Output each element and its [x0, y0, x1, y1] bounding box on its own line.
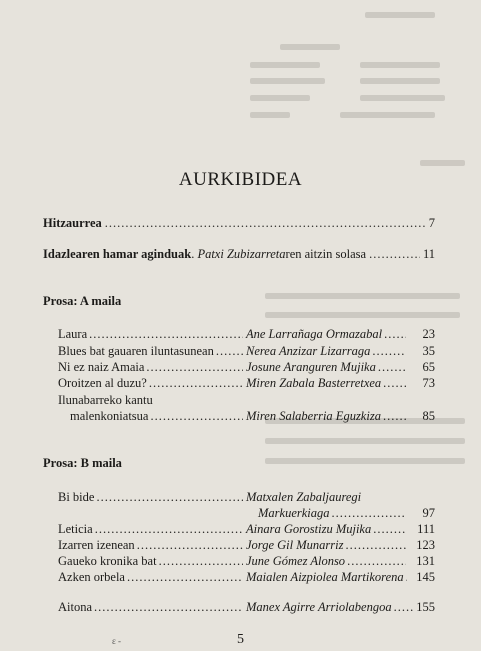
dot-leader [216, 344, 243, 359]
dot-leader [127, 570, 243, 585]
toc-entry-author-line1 [58, 490, 435, 506]
entry-page: 35 [422, 344, 435, 358]
entry-author: June Gómez Alonso [246, 554, 346, 568]
entry-author: Miren Salaberria Eguzkiza [246, 409, 381, 423]
entry-title: Blues bat gauaren iluntasunean [58, 344, 214, 358]
toc-entry [58, 554, 435, 570]
entry-author: Maialen Aizpiolea Martikorena [246, 570, 404, 584]
entry-page: 65 [422, 360, 435, 374]
entry-author: Josune Aranguren Mujika [246, 360, 376, 374]
section-heading-b: Prosa: B maila [43, 456, 122, 470]
dot-leader [369, 247, 420, 262]
dot-leader [383, 409, 406, 424]
entry-author: Jorge Gil Munarriz [246, 538, 344, 552]
dot-leader [378, 360, 406, 375]
entry-author: Nerea Anzizar Lizarraga [246, 344, 371, 358]
entry-title: Gaueko kronika bat [58, 554, 157, 568]
dot-leader [96, 490, 243, 505]
dot-leader [89, 327, 243, 342]
entry-page: 123 [416, 538, 435, 552]
entry-page: 145 [416, 570, 435, 584]
dot-leader [94, 600, 243, 615]
stray-pen-mark: ɛ - [112, 636, 122, 646]
entry-title: Ilunabarreko kantu [58, 393, 153, 407]
dot-leader [150, 409, 243, 424]
entry-title: Idazlearen hamar aginduak [43, 247, 192, 261]
dot-leader [372, 344, 406, 359]
entry-title: Izarren izenean [58, 538, 135, 552]
entry-author: Miren Zabala Basterretxea [246, 376, 382, 390]
dot-leader [384, 327, 406, 342]
entry-title: Ni ez naiz Amaia [58, 360, 145, 374]
toc-entry [58, 376, 435, 392]
entry-author: Patxi Zubizarreta [197, 247, 286, 261]
dot-leader [146, 360, 243, 375]
entry-separator: . [191, 247, 198, 261]
toc-entry-title-line1 [58, 393, 435, 409]
toc-entry [58, 570, 435, 586]
dot-leader [332, 506, 406, 521]
toc-entry [58, 522, 435, 538]
toc-entry [58, 538, 435, 554]
entry-title: Azken orbela [58, 570, 125, 584]
toc-entry [58, 344, 435, 360]
section-heading-a: Prosa: A maila [43, 294, 122, 308]
entry-title: Bi bide [58, 490, 95, 504]
toc-entry [58, 327, 435, 343]
toc-entry [58, 360, 435, 376]
entry-page: 23 [422, 327, 435, 341]
entry-author: Manex Agirre Arriolabengoa [246, 600, 392, 614]
entry-page: 11 [422, 247, 435, 261]
entry-title: Hitzaurrea [43, 216, 102, 230]
dot-leader [347, 554, 406, 569]
entry-title-suffix: ren aitzin solasa [285, 247, 367, 261]
dot-leader [345, 538, 406, 553]
toc-entry-rules [43, 247, 435, 262]
entry-title: Leticia [58, 522, 93, 536]
dot-leader [105, 216, 426, 231]
dot-leader [159, 554, 243, 569]
entry-page: 73 [422, 376, 435, 390]
toc-entry-intro [43, 216, 435, 231]
entry-author: Ainara Gorostizu Mujika [246, 522, 372, 536]
entry-author: Matxalen Zabaljauregi [246, 490, 362, 504]
dot-leader [394, 600, 414, 615]
page-number: 5 [237, 632, 244, 647]
entry-title: Laura [58, 327, 88, 341]
entry-page: 85 [422, 409, 435, 423]
entry-page: 111 [417, 522, 435, 536]
dot-leader [149, 376, 243, 391]
page-title: AURKIBIDEA [178, 169, 303, 190]
dot-leader [95, 522, 243, 537]
entry-page: 7 [428, 216, 435, 230]
dot-leader [137, 538, 243, 553]
entry-author: Ane Larrañaga Ormazabal [246, 327, 383, 341]
entry-title: Aitona [58, 600, 93, 614]
dot-leader [383, 376, 406, 391]
entry-page: 97 [422, 506, 435, 520]
entry-page: 155 [416, 600, 435, 614]
entry-title: malenkoniatsua [70, 409, 149, 423]
entry-author: Markuerkiaga [258, 506, 330, 520]
entry-page: 131 [416, 554, 435, 568]
toc-entry [58, 409, 435, 425]
entry-title: Oroitzen al duzu? [58, 376, 147, 390]
dot-leader [373, 522, 406, 537]
toc-entry [58, 600, 435, 616]
toc-entry [58, 506, 435, 522]
